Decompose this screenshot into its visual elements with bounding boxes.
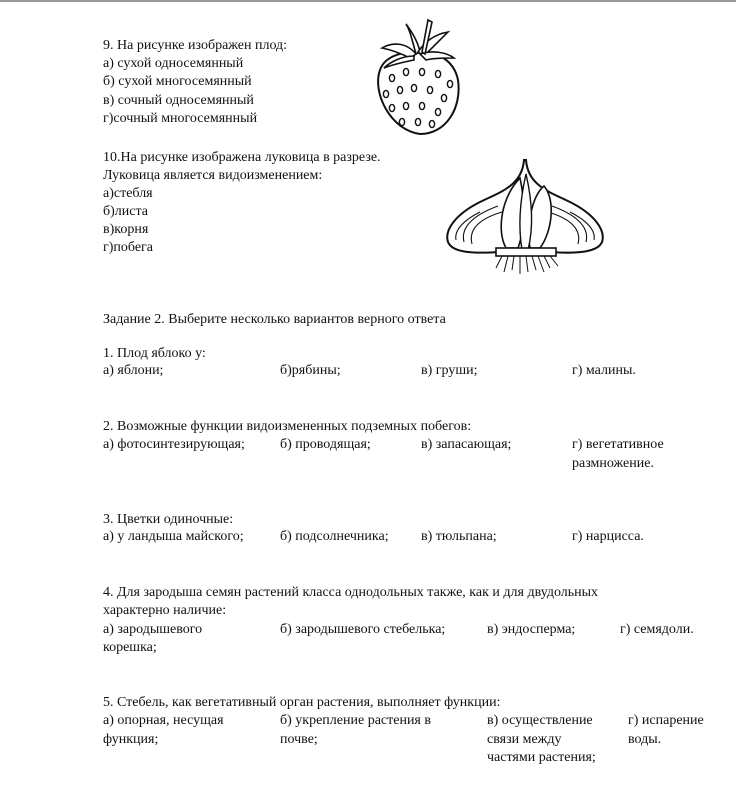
t2-title: 2. Возможные функции видоизмененных подземных побегов:: [103, 419, 472, 434]
t1-option-c: в) груши;: [421, 363, 478, 378]
t4-option-a-line2: корешка;: [103, 640, 157, 655]
q10-option-c: в)корня: [103, 222, 149, 237]
t3-option-d: г) нарцисса.: [572, 529, 644, 544]
t4-title-line2: характерно наличие:: [103, 603, 227, 618]
t2-option-d-line1: г) вегетативное: [572, 437, 664, 452]
strawberry-illustration: [362, 12, 472, 138]
t4-option-d: г) семядоли.: [620, 622, 694, 637]
t5-title: 5. Стебель, как вегетативный орган растения, выполняет функции:: [103, 695, 501, 710]
t4-title-line1: 4. Для зародыша семян растений класса однодольных также, как и для двудольных: [103, 585, 599, 600]
task2-title: Задание 2. Выберите несколько вариантов верного ответа: [103, 312, 446, 327]
q10-line2: Луковица является видоизменением:: [103, 168, 323, 183]
q9-option-a: а) сухой односемянный: [103, 56, 244, 71]
t4-option-b: б) зародышевого стебелька;: [280, 622, 446, 637]
q10-line1: 10.На рисунке изображена луковица в разрезе.: [103, 150, 381, 165]
t4-option-c: в) эндосперма;: [487, 622, 576, 637]
t1-option-b: б)рябины;: [280, 363, 341, 378]
t5-option-a-line2: функция;: [103, 732, 159, 747]
t5-option-b-line2: почве;: [280, 732, 318, 747]
t3-title: 3. Цветки одиночные:: [103, 512, 234, 527]
q9-option-b: б) сухой многосемянный: [103, 74, 252, 89]
q10-option-b: б)листа: [103, 204, 148, 219]
t1-title: 1. Плод яблоко у:: [103, 346, 206, 361]
t3-option-c: в) тюльпана;: [421, 529, 497, 544]
t3-option-a: а) у ландыша майского;: [103, 529, 244, 544]
t5-option-c-line2: связи между: [487, 732, 562, 747]
q9-title: 9. На рисунке изображен плод:: [103, 38, 288, 53]
t4-option-a-line1: а) зародышевого: [103, 622, 203, 637]
t2-option-c: в) запасающая;: [421, 437, 512, 452]
onion-bulb-illustration: [440, 156, 610, 278]
q9-option-d: г)сочный многосемянный: [103, 111, 258, 126]
t5-option-c-line3: частями растения;: [487, 750, 596, 765]
q10-option-a: а)стебля: [103, 186, 153, 201]
t3-option-b: б) подсолнечника;: [280, 529, 389, 544]
q10-option-d: г)побега: [103, 240, 154, 255]
t5-option-d-line1: г) испарение: [628, 713, 704, 728]
q9-option-c: в) сочный односемянный: [103, 93, 254, 108]
page-top-border: [0, 0, 736, 2]
t5-option-c-line1: в) осуществление: [487, 713, 593, 728]
t2-option-b: б) проводящая;: [280, 437, 371, 452]
t5-option-b-line1: б) укрепление растения в: [280, 713, 431, 728]
t5-option-a-line1: а) опорная, несущая: [103, 713, 224, 728]
t1-option-d: г) малины.: [572, 363, 636, 378]
t1-option-a: а) яблони;: [103, 363, 164, 378]
t2-option-d-line2: размножение.: [572, 456, 654, 471]
t5-option-d-line2: воды.: [628, 732, 662, 747]
t2-option-a: а) фотосинтезирующая;: [103, 437, 245, 452]
